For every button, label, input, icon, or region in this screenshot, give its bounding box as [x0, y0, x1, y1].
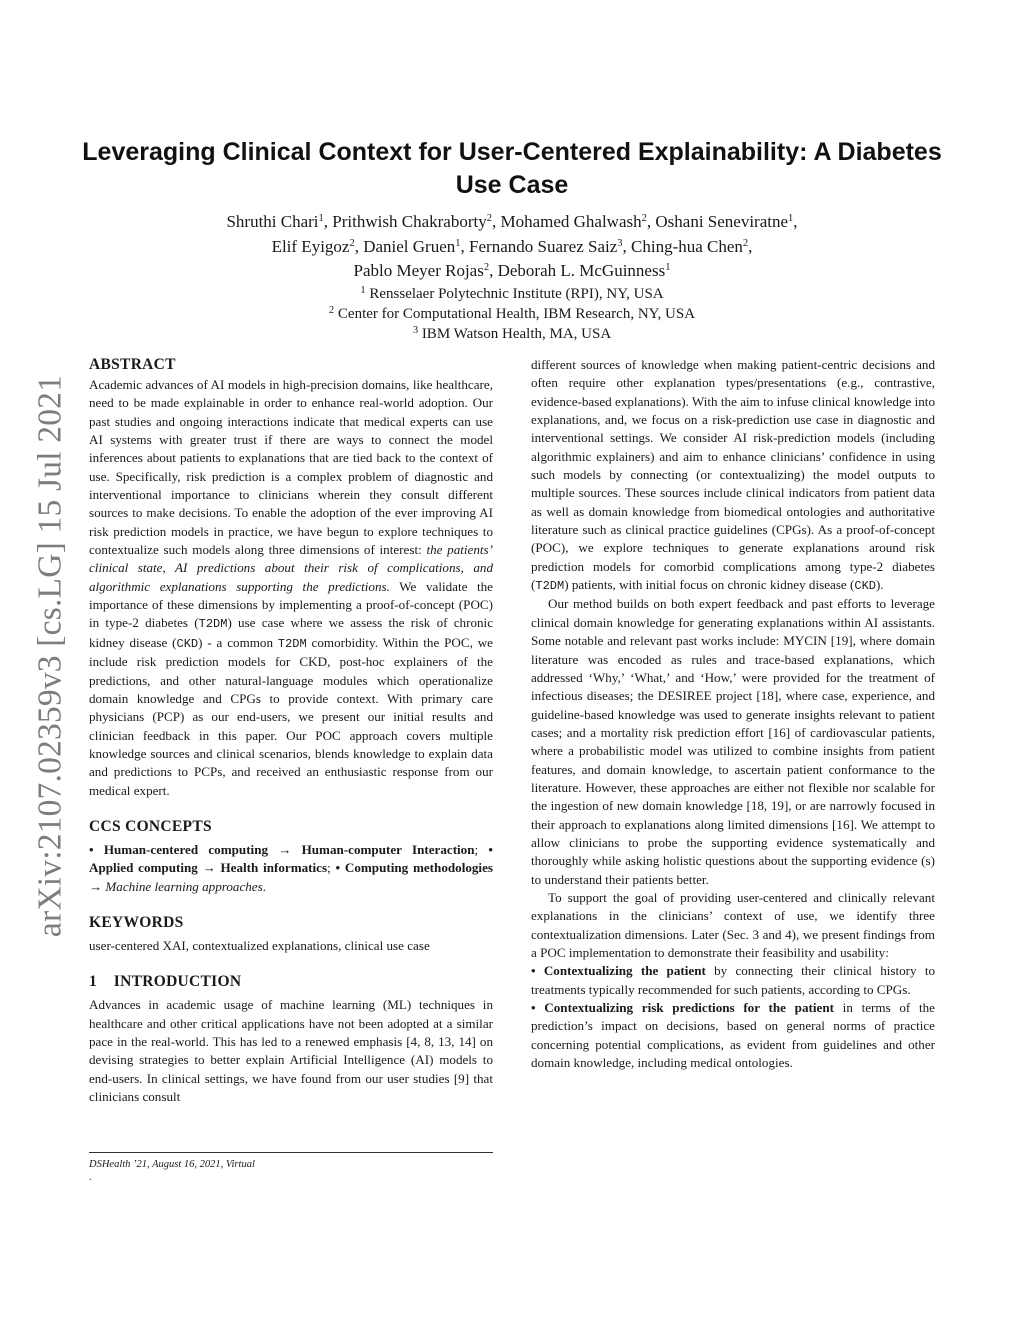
affiliation: $^3$ IBM Watson Health, MA, USA: [412, 325, 612, 342]
abstract-text: Academic advances of AI models in high-precision domains, like healthcare, need to be made explainable in order to enhance real-world adoption. Our past studies and ongoing interactions indicate that medical experts can use AI systems with greater trust if there are ways to connect the model inferences about patients to explanations that are tied back to the context of use. Specifically, risk prediction is a complex problem of diagnostic and interventional importance to clinicians wherein they consult different sources to make decisions. To enable the adoption of the ever improving AI risk prediction models in practice, we have begun to explore techniques to contextualize such models along three dimensions of interest: the patients’ clinical state, AI predictions about their risk of complications, and algorithmic explanations supporting the predictions. We validate the importance of these dimensions by implementing a proof-of-concept (POC) in type-2 diabetes (T2DM) use case where we assess the risk of chronic kidney disease (CKD) - a common T2DM comorbidity. Within the POC, we include risk prediction models for CKD, post-hoc explainers of the predictions, and other natural-language modules which operationalize domain knowledge and CPGs to provide context. With primary care physicians (PCP) as our end-users, we present our initial results and clinician feedback in this paper. Our POC approach covers multiple knowledge sources and clinical scenarios, blends knowledge to explain data and predictions to PCPs, and received an enthusiastic response from our medical expert.: [89, 377, 494, 798]
author: Ching-hua Chen$^2$,: [631, 236, 753, 256]
intro-paragraph: Advances in academic usage of machine learning (ML) techniques in healthcare and other critical applications have not been adopted at a similar pace in the real-world. This has led to a renewed emphasis [4, 8, 13, 14] on devising strategies to better explain Artificial Intelligence (AI) models to end-users. In clinical settings, we have found from our user studies [9] that clinicians consult: [89, 997, 493, 1104]
footnote-rule: [89, 1152, 493, 1153]
footnote-dot: .: [89, 1172, 92, 1183]
venue-footnote: DSHealth ’21, August 16, 2021, Virtual: [89, 1159, 255, 1170]
affiliation: $^1$ Rensselaer Polytechnic Institute (RPI), NY, USA: [360, 285, 664, 302]
affiliation: $^2$ Center for Computational Health, IBM Research, NY, USA: [328, 305, 696, 322]
ccs-heading: CCS CONCEPTS: [89, 817, 212, 835]
arxiv-stamp: [30, 368, 70, 944]
author: Elif Eyigoz$^2$,: [271, 236, 364, 256]
intro-heading: 1 INTRODUCTION: [89, 973, 242, 991]
ccs-concepts: • Human-centered computing → Human-computer Interaction; • Applied computing → Health informatics; • Computing methodologies → Machine learning approaches.: [89, 841, 493, 894]
author: Shruthi Chari$^1$,: [226, 212, 333, 231]
intro-paragraph-continued: different sources of knowledge when making patient-centric decisions and often require other explanation types/presentations (e.g., contrastive, evidence-based explanations). With the aim to infuse clinical knowledge into explanations, and, we focus on a risk-prediction use case in diagnostic and interventional settings. We consider AI risk-prediction models (including algorithmic explainers) and aim to enhance clinicians’ confidence in using such models by connecting (or contextualizing) the model outputs to multiple sources. These sources include clinical indicators from patient data as well as domain knowledge from biomedical ontologies and authoritative literature such as clinical practice guidelines (CPGs). As a proof-of-concept (POC), we explore techniques to generate explanations around risk prediction models for comorbid complications among type-2 diabetes (T2DM) patients, with initial focus on chronic kidney disease (CKD).: [531, 357, 935, 594]
left-column: [89, 354, 493, 1106]
author: Fernando Suarez Saiz$^3$,: [469, 236, 632, 256]
author: Oshani Seneviratne$^1$,: [655, 212, 798, 231]
author: Mohamed Ghalwash$^2$,: [500, 212, 656, 231]
paper-title: Leveraging Clinical Context for User-Centered Explainability: A Diabetes Use Case: [82, 138, 942, 199]
intro-paragraph: To support the goal of providing user-centered and clinically relevant explanations in the clinicians’ context of use, we identify three contextualization dimensions. Later (Sec. 3 and 4), we present findings from a POC implementation to demonstrate their feasibility and usability:: [531, 889, 935, 960]
right-column: [531, 356, 935, 1072]
keywords-heading: KEYWORDS: [89, 913, 184, 931]
keywords-text: user-centered XAI, contextualized explanations, clinical use case: [89, 937, 430, 953]
abstract-heading: ABSTRACT: [89, 356, 176, 373]
author: Pablo Meyer Rojas$^2$,: [353, 261, 498, 280]
author: Daniel Gruen$^1$,: [363, 236, 470, 256]
author-list: [100, 210, 924, 284]
contextualization-bullet: • Contextualizing the patient by connecting their clinical history to treatments typically recommended for such patients, according to CPGs.: [531, 963, 936, 997]
arxiv-id: arXiv:2107.02359v3 [cs.LG] 15 Jul 2021: [31, 374, 69, 938]
intro-paragraph: Our method builds on both expert feedback and past efforts to leverage clinical domain knowledge for generating explanations within AI assistants. Some notable and relevant past works include: MYCIN [19], where domain literature was encoded as rules and trace-based explanations, which addressed ‘Why,’ ‘What,’ and ‘How,’ were provided for the treatment of infectious diseases; the DESIREE project [18], where case, experience, and guideline-based knowledge was used to generate insights relevant to patient cases; and a mortality risk prediction effort [16] of cardiovascular patients, where a probabilistic model was utilized to combine insights from patient features, and domain knowledge, to ascertain patient conformance to the literature. However, these approaches are either not flexible nor scalable for the ingestion of new domain knowledge [18, 19], or are narrowly focused in their approach to explanations along limited dimensions [16]. We attempt to allow clinicians to probe the supporting evidence systematically and thoroughly while asking holistic questions about the supporting evidence (s) to understand their patients better.: [531, 596, 935, 887]
contextualization-bullet: • Contextualizing risk predictions for the patient in terms of the prediction’s impact on decisions, based on general norms of practice concerning potential complications, as evident from guidelines and other domain knowledge, including medical ontologies.: [531, 1000, 935, 1071]
author: Prithwish Chakraborty$^2$,: [332, 212, 501, 231]
affiliation-list: [200, 284, 824, 344]
author: Deborah L. McGuinness$^1$: [497, 261, 671, 280]
